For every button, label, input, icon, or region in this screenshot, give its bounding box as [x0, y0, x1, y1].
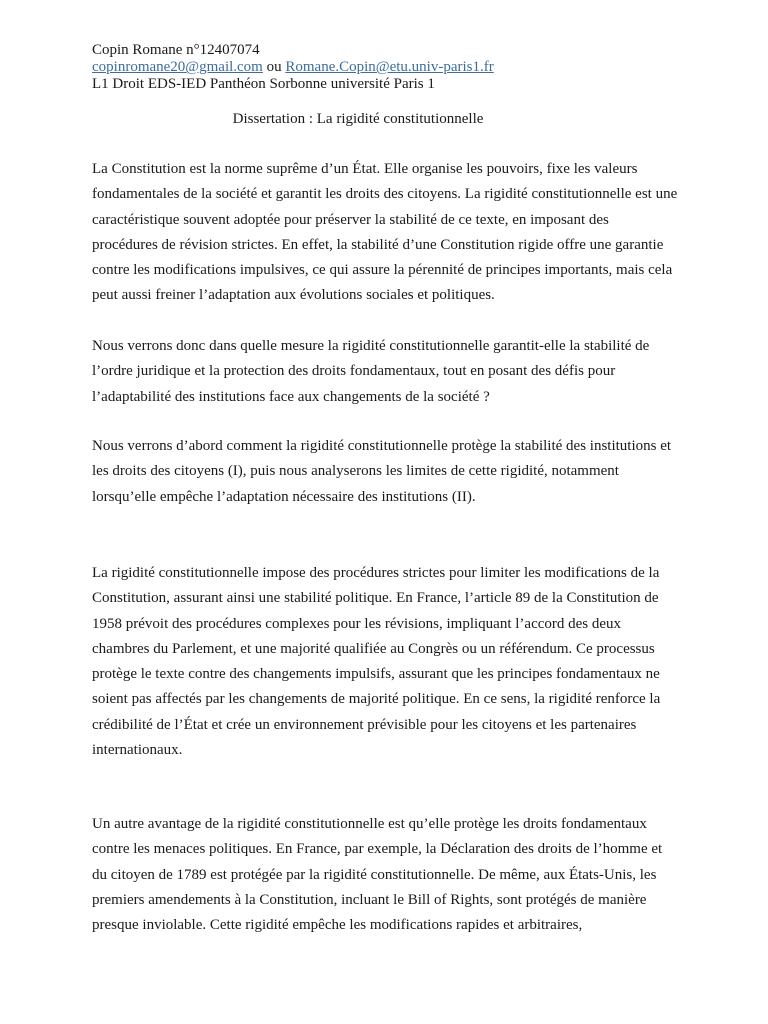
paragraph-problematique: Nous verrons donc dans quelle mesure la rigidité constitutionnelle garantit-elle la stabilité de l’ordre juridique et la protection des droits fondamentaux, tout en posant des défis pour l’adaptabilité des institutions face aux changements de la société ?	[92, 338, 650, 405]
paragraph-stabilite-politique: La rigidité constitutionnelle impose des procédures strictes pour limiter les modifications de la Constitution, assurant ainsi une stabilité politique. En France, l’article 89 de la Constitution de 1958 prévoit des procédures complexes pour les révisions, impliquant l’accord des deux chambres du Parlement, et une majorité qualifiée au Congrès ou un référendum. Ce processus protège le texte contre des changements impulsifs, assurant que les principes fondamentaux ne soient pas affectés par les changements de majorité politique. En ce sens, la rigidité renforce la crédibilité de l’État et crée un environnement prévisible pour les citoyens et les partenaires internationaux.	[92, 565, 661, 759]
author-name-line: Copin Romane n°12407074	[92, 42, 260, 58]
author-header	[92, 42, 692, 93]
program-line: L1 Droit EDS-IED Panthéon Sorbonne université Paris 1	[92, 76, 435, 92]
paragraph-droits-fondamentaux: Un autre avantage de la rigidité constitutionnelle est qu’elle protège les droits fondamentaux contre les menaces politiques. En France, par exemple, la Déclaration des droits de l’homme et du citoyen de 1789 est protégée par la rigidité constitutionnelle. De même, aux États-Unis, les premiers amendements à la Constitution, incluant le Bill of Rights, sont protégés de manière presque inviolable. Cette rigidité empêche les modifications rapides et arbitraires,	[92, 816, 663, 934]
paragraph-annonce-plan: Nous verrons d’abord comment la rigidité constitutionnelle protège la stabilité des institutions et les droits des citoyens (I), puis nous analyserons les limites de cette rigidité, notamment lorsqu’elle empêche l’adaptation nécessaire des institutions (II).	[92, 438, 672, 505]
email-separator: ou	[262, 59, 286, 75]
email-link-personal[interactable]: copinromane20@gmail.com	[92, 59, 263, 75]
email-link-university[interactable]: Romane.Copin@etu.univ-paris1.fr	[285, 59, 494, 75]
document-title: Dissertation : La rigidité constitutionnelle	[232, 111, 484, 127]
paragraph-introduction: La Constitution est la norme suprême d’un État. Elle organise les pouvoirs, fixe les valeurs fondamentales de la société et garantit les droits des citoyens. La rigidité constitutionnelle est une caractéristique souvent adoptée pour préserver la stabilité de ce texte, en imposant des procédures de révision strictes. En effet, la stabilité d’une Constitution rigide offre une garantie contre les modifications impulsives, ce qui assure la pérennité de principes importants, mais cela peut aussi freiner l’adaptation aux évolutions sociales et politiques.	[92, 161, 678, 304]
contact-line	[92, 59, 692, 76]
